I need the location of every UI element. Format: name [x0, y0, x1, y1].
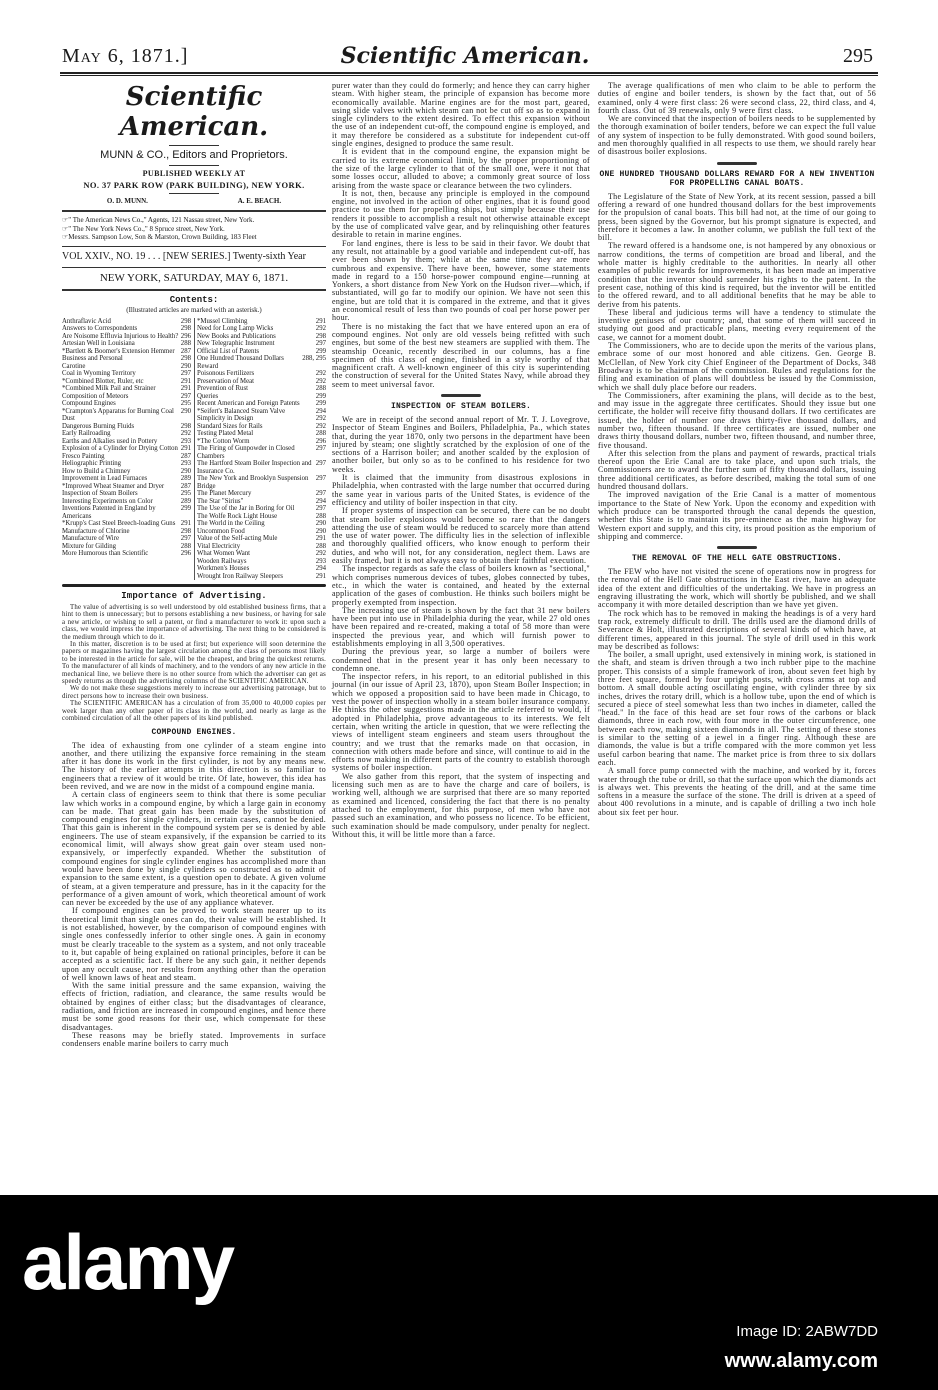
entry-title: Early Railroading: [62, 430, 111, 437]
entry-page: 299: [180, 505, 191, 512]
entry-title: *Crampton's Apparatus for Burning Coal Dust: [62, 407, 174, 422]
agents-list: [62, 216, 326, 242]
image-id: Image ID: 2ABW7DD: [736, 1323, 878, 1340]
entry-title: Mixture for Gilding: [62, 542, 116, 550]
entry-page: 289: [180, 497, 191, 505]
contents-entry: [197, 558, 326, 566]
contents-right-column: [194, 318, 326, 581]
entry-page: 289: [180, 475, 191, 482]
article-heading: Importance of Advertising.: [121, 591, 267, 601]
section-divider: [441, 394, 481, 397]
contents-entry: [62, 408, 191, 423]
contents-entry: [62, 378, 191, 386]
entry-title: Workmen's Houses: [197, 565, 250, 572]
entry-page: 291: [315, 572, 326, 580]
entry-page: 292: [315, 325, 326, 332]
entry-page: 288, 295: [302, 355, 326, 362]
entry-page: 296: [315, 437, 326, 445]
contents-entry: [197, 438, 326, 446]
contents-entry: [62, 475, 191, 483]
contents-entry: [62, 528, 191, 536]
entry-page: 294: [315, 407, 326, 415]
entry-page: 290: [315, 520, 326, 527]
contents-entry: [62, 460, 191, 468]
entry-title: The Hartford Steam Boiler Inspection and Insurance Co.: [197, 460, 312, 475]
contents-title: Contents:: [169, 294, 219, 305]
entry-page: 297: [315, 460, 326, 467]
contents-entry: [62, 370, 191, 378]
paragraph: We also gather from this report, that the system of inspecting and licensing such men as are to have the charge and care of boilers, is working well, although we are surprised that there are so many reported as examined and licenced, considering the fact that there is no penalty attached to the employment, for this purpose, of men who have not passed such an examination, and who possess no licence. To be efficient, such examination should be made compulsory, under penalty for neglect. Without this, it will be little more than a farce.: [332, 771, 590, 839]
entry-title: How to Build a Chimney: [62, 467, 131, 475]
contents-entry: [62, 348, 191, 356]
entry-page: 292: [315, 370, 326, 377]
paragraph: The value of advertising is so well understood by old established business firms, that a hint to them is unnecessary; but to persons establishing a new business, or having for sale a new article, or wishing to sell a patent, or find a manufacturer to work it: upon such a class, we would impress the importance of advertising. The next thing to be considered is the medium through which to do it.: [62, 604, 326, 641]
entry-title: The Planet Mercury: [197, 490, 252, 497]
contents-entry: [197, 408, 326, 416]
contents-entry: [62, 430, 191, 438]
paragraph: The inspector regards as safe the class of boilers known as "sectional," which comprises numerous devices of tubes, globes connected by tubes, etc., in which the water is contained, and heated by the external application of the gases of combustion. He thinks such boilers might be properly exempted from inspection.: [332, 564, 590, 607]
entry-title: *Improved Wheat Steamer and Dryer: [62, 482, 165, 490]
entry-title: Value of the Self-acting Mule: [197, 535, 278, 542]
volume-line: VOL XXIV., NO. 19 . . . [NEW SERIES.] Twenty-sixth Year: [62, 250, 306, 262]
paragraph: If proper systems of inspection can be secured, there can be no doubt that steam boiler explosions would become so rare that the dangers attending the use of steam would be reduced to scarcely more than attend the use of water power. The difficulty lies in the selection of inflexible and thoroughly qualified officers, who know enough to perform their duties, and who will not, for any consideration, neglect them. Laws are easily framed, but it is not always easy to obtain their faithful execution.: [332, 506, 590, 566]
watermark-banner: [0, 1195, 938, 1390]
entry-page: 292: [180, 430, 191, 437]
entry-page: 287: [180, 452, 191, 460]
dateline: NEW YORK, SATURDAY, MAY 6, 1871.: [99, 271, 289, 284]
entry-title: *The Cotton Worm: [197, 437, 250, 445]
paragraph: The inspector refers, in his report, to an editorial published in this journal (in our issue of April 23, 1870), upon Steam Boiler Inspection; in which we opposed a proposition said to have been made in Chicago, to vest the power of inspection wholly in a steam boiler insurance company. He thinks the other suggestions made in the article referred to would, if adopted in Philadelphia, prove advantageous to its interests. We felt certain, when writing the article in question, that we were reflecting the views of intelligent steam engineers and steam users throughout the country; and we trust that the remarks made on that occasion, in connection with others made before and since, will continue to aid in the efforts now making in different parts of the country to establish thorough systems of boiler inspection.: [332, 672, 590, 773]
paragraph: We are in receipt of the second annual report of Mr. T. J. Lovegrove, Inspector of Steam Engines and Boilers, Philadelphia, Pa., which states that, during the year 1870, only two persons in the department have been injured by steam; one slightly scratched by the explosion of one of the sections of a Harrison boiler; and another scalded by the explosion of another boiler, but only so as to be confined to his residence for two weeks.: [332, 414, 590, 474]
entry-page: 288: [315, 542, 326, 550]
masthead-logo: Scientific American.: [119, 82, 269, 142]
section-rule: [62, 584, 326, 587]
entry-page: 293: [180, 460, 191, 467]
entry-title: Inventions Patented in England by Americans: [62, 505, 156, 520]
entry-title: Carotine: [62, 362, 86, 370]
address-line: NO. 37 PARK ROW (PARK BUILDING), NEW YORK.: [83, 180, 305, 190]
contents-entry: [62, 325, 191, 333]
issue-date: May 6, 1871.]: [62, 45, 189, 67]
paragraph: We do not make these suggestions merely to increase our advertising patronage, but to direct persons how to increase their own business.: [62, 685, 326, 700]
entry-page: 291: [180, 377, 191, 385]
article-heading: THE REMOVAL OF THE HELL GATE OBSTRUCTIONS.: [631, 554, 843, 564]
entry-title: Compound Engines: [62, 400, 116, 407]
entry-page: 292: [315, 550, 326, 557]
entry-title: Poisonous Fertilizers: [197, 370, 255, 377]
paragraph: These liberal and judicious terms will have a tendency to stimulate the inventive geniuses of our country; and, that some of them will succeed in studying out good and practicable plans, meeting every requirement of the case, we cannot for a moment doubt.: [598, 307, 876, 342]
entry-title: Earths and Alkalies used in Pottery: [62, 437, 158, 445]
entry-title: Prevention of Rust: [197, 385, 248, 392]
paragraph: The Commissioners, who are to decide upon the merits of the various plans, embrace some of our most honored and able citizens. Gen. George B. McClellan, of New York city Chief Engineer of the Department of Docks, 348 Broadway is to be chairman of the commission. Rules and regulations for the filing and examination of plans will doubtless be issued by the Commission, which we shall duly place before our readers.: [598, 341, 876, 392]
entry-page: 288: [315, 385, 326, 392]
entry-title: Coal in Wyoming Territory: [62, 370, 136, 377]
table-of-contents: [62, 295, 326, 588]
paragraph: With the same initial pressure and the same expansion, waiving the effects of friction, radiation, and clearance, the same results would be obtained by engines of either class; but the disadvantages of clearance, radiation, and friction are increased in compound engines, and hence there must be some good reasons for their use, which compensate for these disadvantages.: [62, 981, 326, 1032]
header-rule: [60, 72, 878, 76]
contents-entry: [62, 483, 191, 491]
paragraph: If compound engines can be proved to work steam nearer up to its theoretical limit than single ones can do, their value will be established. It is not established, however, by the comparison of compound engines with single ones confessedly inferior to other single ones. A gain in economy must be clearly traceable to the system as a system, and not only traceable to it, but capable of being explained on rational principles, before it can be accepted as a scientific fact. If there be any such gain, it neither depends upon any occult cause, nor results from anything other than the operation of well known laws of heat and steam.: [62, 906, 326, 982]
contents-entry: [197, 348, 326, 356]
entry-title: Need for Long Lamp Wicks: [197, 325, 274, 332]
entry-title: Queries: [197, 392, 219, 400]
contents-entry: [197, 393, 326, 401]
entry-title: Artesian Well in Louisiana: [62, 340, 135, 347]
entry-title: Answers to Correspondents: [62, 325, 138, 332]
contents-entry: [197, 333, 326, 341]
entry-title: Simplicity in Design: [197, 415, 254, 422]
contents-entry: [62, 550, 191, 558]
paragraph: For land engines, there is less to be said in their favor. We doubt that any result, not attainable by a good variable and independent cut-off, has ever been shown by them; while at the same time they are more cumbrous and expensive. There have been, however, some statements made in regard to a 150 horse-power compound engine—running at Yonkers, a short distance from New York on the Hudson river—which, if substantiated, will go far to modify our opinion. We have not seen this engine, but are told that it is compared in the extreme, and that it gives an economical result of less than two pounds of coal per horse power per hour.: [332, 238, 590, 323]
paragraph: purer water than they could do formerly; and hence they can carry higher steam. With higher steam, the principle of expansion has become more economically available. Marine engines are for the most part, geared, using slide valves with which steam can not be cut off so as to expand in single cylinders to the extent desired. To effect this expansion without the use of an independent cut-off, the compound engine is employed, and it may therefore be considered as a substitute for independent cut-off single engines, designed to produce the same result.: [332, 81, 590, 149]
entry-page: 290: [180, 362, 191, 370]
proprietor-name: O. D. MUNN.: [106, 197, 148, 205]
column-2: [332, 82, 590, 839]
entry-page: 291: [180, 520, 191, 527]
paragraph: A small force pump connected with the machine, and worked by it, forces water through the tube or drill, so that the surface upon which the diamonds act is always wet. This prevents the heating of the drill, and at the same time softens in a measure the surface of the stone. The drill is driven at a speed of about 400 revolutions in a minute, and is capable of drilling a two inch hole about six feet per hour.: [598, 766, 876, 817]
entry-page: 288: [180, 340, 191, 347]
contents-entry: [62, 543, 191, 551]
entry-page: 296: [180, 332, 191, 340]
contents-entry: [197, 460, 326, 475]
entry-page: 298: [180, 422, 191, 430]
entry-title: Composition of Meteors: [62, 392, 129, 400]
contents-entry: [197, 573, 326, 581]
contents-entry: [62, 333, 191, 341]
paragraph: It is evident that in the compound engine, the expansion might be carried to its extreme economical limit, by the proper proportioning of the size of the large cylinder to that of the small one, were it not that some losses occur, alluded to above; a commonly great source of loss arising from the waste space or clearance between the two cylinders.: [332, 147, 590, 190]
paragraph: In this matter, discretion is to be used at first; but experience will soon determine the papers or magazines having the largest circulation among the class of persons most likely to be interested in the article for sale, will be the cheapest, and bring the quickest returns. To the manufacturer of all kinds of machinery, and to the vendors of any new article in the mechanical line, we believe there is no other source from which the advertiser can get as speedy returns as through the advertising columns of the SCIENTIFIC AMERICAN.: [62, 641, 326, 686]
paragraph: During the previous year, so large a number of boilers were condemned that in the present year it has only been necessary to condemn one.: [332, 647, 590, 673]
entry-title: The Wolfe Rock Light House: [197, 512, 278, 520]
entry-title: Recent American and Foreign Patents: [197, 400, 300, 407]
entry-page: 291: [315, 535, 326, 542]
contents-entry: [197, 385, 326, 393]
entry-page: 292: [315, 377, 326, 385]
entry-title: The World in the Ceiling: [197, 520, 265, 527]
contents-entry: [62, 490, 191, 498]
entry-page: 297: [315, 340, 326, 347]
entry-page: 298: [180, 317, 191, 325]
entry-title: The Firing of Gunpowder in Closed Chambers: [197, 445, 295, 460]
contents-entry: [197, 520, 326, 528]
site-url[interactable]: www.alamy.com: [724, 1350, 878, 1372]
contents-entry: [197, 550, 326, 558]
contents-entry: [197, 543, 326, 551]
entry-page: 295: [180, 400, 191, 407]
article-heading: ONE HUNDRED THOUSAND DOLLARS REWARD FOR A NEW INVENTION FOR PROPELLING CANAL BOATS.: [599, 169, 875, 188]
contents-entry: [62, 498, 191, 506]
entry-page: 299: [315, 392, 326, 400]
entry-title: New Telegraphic Instrument: [197, 340, 275, 347]
editors-line: MUNN & CO., Editors and Proprietors.: [100, 149, 288, 161]
entry-page: 293: [315, 557, 326, 565]
paragraph: After this selection from the plans and payment of rewards, practical trials thereof upon the Erie Canal are to take place, and upon such trials, the Commissioners are to award the further sum of fifty thousand dollars, issuing three additional certificates, as before described, making the total sum of one hundred thousand dollars.: [598, 448, 876, 492]
proprietor-name: A. E. BEACH.: [237, 197, 282, 205]
entry-page: 299: [315, 347, 326, 355]
contents-entry: [197, 528, 326, 536]
contents-entry: [197, 513, 326, 521]
entry-page: 298: [180, 325, 191, 332]
paragraph: The SCIENTIFIC AMERICAN has a circulation of from 35,000 to 40,000 copies per week larger than any other paper of its class in the world, and nearly as large as the combined circulation of all the other papers of its kind published.: [62, 700, 326, 723]
contents-entry: [197, 535, 326, 543]
paragraph: The increasing use of steam is shown by the fact that 31 new boilers have been put into use in Philadelphia during the year, while 27 old ones have been repaired and re-created, making a total of 58 more than were inspected the previous year, and which will furnish power to establishments employing in all 3,500 operatives.: [332, 605, 590, 648]
entry-page: 294: [315, 497, 326, 505]
entry-page: 297: [180, 370, 191, 377]
contents-entry: [197, 325, 326, 333]
paragraph: A certain class of engineers seem to think that there is some peculiar law which works in a compound engine, by which a large gain in economy can be made. That great gain has been made by the substitution of compound engines for single cylinders, in certain cases, cannot be denied. That this gain is inherent in the compound system per se is denied by able engineers. The use of steam expansively, if the expansion be carried to its economical limit, will always show great gain over steam used non-expansively, or imperfectly expanded. Whether the substitution of compound engines for single cylinder engines has accomplished more than would have been done by single cylinders so constructed as to admit of expansion to the same extent, is a question open to debate. A given volume of steam, at a given temperature and pressure, has in it the capacity for the performance of a given amount of work, which theoretical amount of work can never be exceeded by the use of any appliance whatever.: [62, 790, 326, 908]
contents-entry: [197, 498, 326, 506]
contents-entry: [62, 355, 191, 363]
contents-entry: [197, 340, 326, 348]
contents-entry: [62, 535, 191, 543]
entry-page: 292: [315, 422, 326, 430]
entry-page: 287: [180, 482, 191, 490]
running-title: Scientific American.: [340, 43, 590, 69]
contents-entry: [197, 415, 326, 423]
entry-title: Official List of Patents: [197, 347, 259, 355]
entry-title: Business and Personal: [62, 355, 123, 362]
contents-entry: [62, 445, 191, 453]
entry-title: Wrought Iron Railway Sleepers: [197, 572, 283, 580]
contents-entry: [62, 453, 191, 461]
paragraph: The FEW who have not visited the scene of operations now in progress for the removal of the Hell Gate obstructions in the East river, have an adequate idea of the extent and difficulties of the undertaking. We have in progress an engraving illustrating the work, which will shortly be published, and we shall accompany it with more detailed description than we have yet given.: [598, 567, 876, 610]
column-1: [62, 82, 326, 1048]
entry-title: *Seifert's Balanced Steam Valve: [197, 407, 286, 415]
entry-title: Are Noisome Effluvia Injurious to Health?: [62, 332, 179, 340]
entry-title: Explosion of a Cylinder for Drying Cotton: [62, 445, 178, 452]
entry-title: Interesting Experiments on Color: [62, 497, 153, 505]
paragraph: The rock which has to be removed in making the headings is of a very hard trap rock, extremely difficult to drill. The drills used are the diamond drills of Severance & Holt, illustrated descriptions of several kinds of which have, at different times, appeared in this journal. The style of drill used in this work may be described as follows:: [598, 608, 876, 651]
entry-title: Anthraflavic Acid: [62, 317, 111, 325]
contents-entry: [197, 430, 326, 438]
entry-title: Fresco Painting: [62, 452, 105, 460]
entry-page: 290: [315, 527, 326, 535]
agent-line: ☞" The New York News Co.," 8 Spruce street, New York.: [62, 224, 225, 233]
contents-entry: [197, 445, 326, 460]
contents-entry: [62, 393, 191, 401]
entry-title: Wooden Railways: [197, 557, 247, 565]
entry-title: Dangerous Burning Fluids: [62, 422, 135, 430]
paragraph: The reward offered is a handsome one, is not hampered by any obnoxious or narrow conditions, the terms of competition are broad and liberal, and the whole matter is highly creditable to the authorities. In nearly all other examples of public rewards for improvements, it has been made an imperative condition that the inventor should surrender his rights to the patent. In the present case, nothing of this kind is required, but the inventor will be entitled to the offered reward, and to all additional benefits that he may be able to derive from his patents.: [598, 241, 876, 309]
entry-page: 293: [180, 437, 191, 445]
entry-title: Preservation of Meat: [197, 377, 255, 385]
entry-page: 290: [180, 407, 191, 415]
entry-title: *Krupp's Cast Steel Breech-loading Guns: [62, 520, 176, 527]
paragraph: The average qualifications of men who claim to be able to perform the duties of engine and boiler tenders, is shown by the fact that, out of 56 examined, only 4 were first class: 26 were second class, 22, third class, and 4, fourth class. Out of 39 renewals, only 9 were first class.: [598, 81, 876, 115]
masthead: [62, 82, 326, 291]
contents-entry: [62, 505, 191, 520]
entry-title: One Hundred Thousand Dollars Reward: [197, 355, 284, 370]
entry-page: 298: [180, 355, 191, 362]
advertising-article: [62, 591, 326, 723]
entry-page: 297: [180, 392, 191, 400]
entry-title: Inspection of Steam Boilers: [62, 490, 138, 497]
entry-page: 291: [315, 317, 326, 325]
contents-entry: [62, 385, 191, 393]
entry-title: The Use of the Jar in Boring for Oil: [197, 505, 295, 512]
entry-title: The Star "Sirius": [197, 497, 244, 505]
contents-entry: [197, 378, 326, 386]
paragraph: The Legislature of the State of New York, at its recent session, passed a bill offering a reward of one hundred thousand dollars for the best improvements for the propulsion of canal boats. This bill had not, at the time of our going to press, been signed by the Governor, but his prompt signature is expected, and therefore it becomes a law. In another column, we publish the full text of the bill.: [598, 191, 876, 243]
agent-line: ☞Messrs. Sampson Low, Son & Marston, Crown Building, 183 Fleet: [62, 233, 257, 241]
contents-entry: [62, 340, 191, 348]
contents-entry: [197, 505, 326, 513]
entry-page: 291: [180, 445, 191, 452]
contents-entry: [62, 363, 191, 371]
entry-title: Vital Electricity: [197, 542, 241, 550]
entry-title: More Humorous than Scientific: [62, 550, 149, 557]
section-divider: [717, 162, 757, 165]
entry-title: Manufacture of Chlorine: [62, 527, 130, 535]
article-heading: INSPECTION OF STEAM BOILERS.: [390, 401, 532, 411]
contents-entry: [197, 475, 326, 490]
contents-entry: [197, 423, 326, 431]
entry-title: What Women Want: [197, 550, 251, 557]
entry-page: 297: [180, 535, 191, 542]
entry-page: 296: [180, 550, 191, 557]
contents-entry: [62, 468, 191, 476]
contents-left-column: [62, 318, 191, 581]
entry-page: 295: [180, 490, 191, 497]
contents-entry: [197, 370, 326, 378]
entry-title: Testing Plated Metal: [197, 430, 254, 437]
entry-page: 287: [180, 347, 191, 355]
entry-page: 297: [315, 505, 326, 512]
contents-entry: [197, 490, 326, 498]
contents-entry: [197, 400, 326, 408]
column-3: [598, 82, 876, 817]
alamy-logo: alamy: [22, 1218, 234, 1306]
contents-note: (Illustrated articles are marked with an asterisk.): [126, 305, 262, 314]
entry-title: *Combined Blotter, Ruler, etc: [62, 377, 144, 385]
entry-title: The New York and Brooklyn Suspension Bridge: [197, 475, 309, 490]
entry-title: Uncommon Food: [197, 527, 245, 535]
contents-entry: [62, 318, 191, 326]
paragraph: The idea of exhausting from one cylinder of a steam engine into another, and there utilizing the expansive force remaining in the steam after it has done its work in the first cylinder, is not by any means new. The history of the earlier attempts in this direction is so familiar to engineers that a review of it would be trite. Of late, however, this idea has been revived, and we are now in the midst of a compound engine mania.: [62, 740, 326, 791]
entry-title: Standard Sizes for Rails: [197, 422, 263, 430]
entry-page: 292: [315, 415, 326, 422]
paragraph: There is no mistaking the fact that we have entered upon an era of compound engines. Not only are old vessels being refitted with such engines, but some of the best new steamers are supplied with them. The steamship Oceanic, recently described in our columns, has a fine specimen of this class of engine, finished in a style worthy of that magnificent craft. A well-known engineer of this city is superintending the construction of several for the United States Navy, while abroad they seem to meet universal favor.: [332, 321, 590, 389]
entry-title: *Combined Milk Pail and Strainer: [62, 385, 156, 392]
contents-entry: [62, 438, 191, 446]
entry-page: 291: [180, 385, 191, 392]
entry-page: 294: [315, 565, 326, 572]
entry-page: 298: [180, 527, 191, 535]
entry-title: New Books and Publications: [197, 332, 276, 340]
paragraph: The Commissioners, after examining the plans, will decide as to the best, and may issue in the aggregate three certificates. Should they issue but one certificate, the holder will receive fifty thousand dollars. If two certificates are issued, the holder of number one draws thirty-five thousand dollars, and number two, fifteen thousand. If three certificates are issued, number one draws thirty thousand dollars, number two, fifteen thousand, and number three, five thousand.: [598, 390, 876, 450]
paragraph: We are convinced that the inspection of boilers needs to be supplemented by the thorough examination of boiler tenders, before we can expect the full value of any system of inspection to be fully demonstrated. With good sound boilers, and men thoroughly qualified in all respects to use them, we should rarely hear of disastrous boiler explosions.: [598, 114, 876, 157]
entry-title: Improvement in Lead Furnaces: [62, 475, 148, 482]
entry-page: 298: [315, 332, 326, 340]
paragraph: It is not, then, because any principle is employed in the compound engine, not involved in the action of other engines, that it is found good practice to use them for propelling ships, but simply because their use renders it possible to accomplish a result not otherwise attainable except by the use of complicated valve gear, and by relinquishing other features desirable to retain in marine engines.: [332, 188, 590, 240]
entry-page: 297: [315, 490, 326, 497]
agent-line: ☞" The American News Co.," Agents, 121 Nassau street, New York.: [62, 216, 255, 224]
paragraph: These reasons may be briefly stated. Improvements in surface condensers enable marine boilers to carry much: [62, 1030, 326, 1049]
entry-page: 297: [315, 475, 326, 482]
entry-page: 288: [180, 542, 191, 550]
paragraph: The improved navigation of the Erie Canal is a matter of momentous importance to the State of New York. Upon the economy and expedition with which produce can be transported through the canal depends the question, whether this State is to maintain its pre-eminence as the main highway for Western export and supply, and this city, its proud position as the emporium of shipping and commerce.: [598, 490, 876, 541]
published-line: PUBLISHED WEEKLY AT: [142, 169, 246, 178]
page-number: 295: [843, 45, 873, 67]
proprietors: [62, 197, 326, 206]
paragraph: The boiler, a small upright, used extensively in mining work, is stationed in the shaft, and steam is driven through a two inch rubber pipe to the machine proper. This consists of a simple framework of iron, about seven feet high by three feet square, formed by four upright posts, with cross arms at top and bottom. A small double acting oscillating engine, with cylinder three by six inches, drives the rotary drill, which is a hollow tube, upon the end of which is secured a piece of steel somewhat less than two inches in diameter, called the "head." In the face of this head are set four rows of the carbons or black diamonds, three in each row, with four more in the outer circumference, one between each row, making sixteen diamonds in all. The setting of these stones is similar to the setting of a jewel in a finger ring. Although these are diamonds, the value is but a trifle compared with the more common yet less useful carbon bearing that name. The market price is from three to six dollars each.: [598, 650, 876, 767]
entry-page: 299: [315, 400, 326, 407]
entry-page: 290: [180, 467, 191, 475]
entry-title: Manufacture of Wire: [62, 535, 119, 542]
contents-entry: [62, 520, 191, 528]
contents-entry: [62, 400, 191, 408]
entry-page: 288: [315, 512, 326, 520]
paragraph: It is claimed that the immunity from disastrous explosions in Philadelphia, when contrasted with the large number that occurred during the same year in various parts of the United States, is evidence of the efficiency and utility of boiler inspection in that city.: [332, 473, 590, 507]
contents-entry: [197, 355, 326, 370]
entry-title: *Mussel Climbing: [197, 317, 248, 325]
contents-entry: [197, 565, 326, 573]
entry-page: 297: [315, 445, 326, 452]
article-heading: COMPOUND ENGINES.: [151, 727, 237, 737]
entry-page: 288: [315, 430, 326, 437]
entry-title: Heliographic Printing: [62, 460, 122, 467]
contents-entry: [62, 423, 191, 431]
entry-title: *Bartlett & Boomer's Extension Hemmer: [62, 347, 175, 355]
contents-entry: [197, 318, 326, 326]
section-divider: [717, 546, 757, 549]
